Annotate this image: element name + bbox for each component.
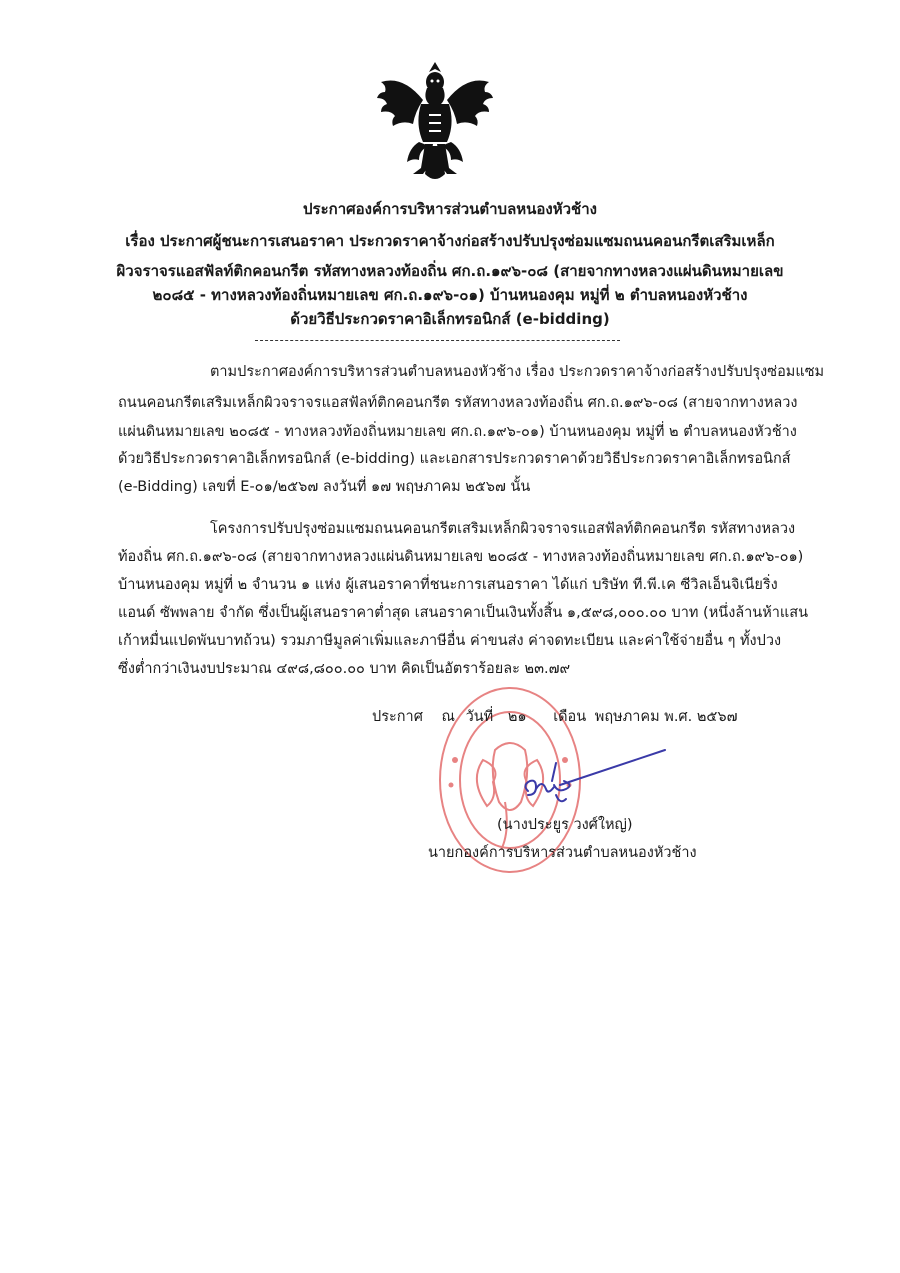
handwritten-signature [500,745,670,815]
paragraph-1-line: ตามประกาศองค์การบริหารส่วนตำบลหนองหัวช้าง เรื่อง ประกวดราคาจ้างก่อสร้างปรับปรุงซ่อมแซม [210,364,825,380]
signatory-position: นายกองค์การบริหารส่วนตำบลหนองหัวช้าง [428,845,697,861]
paragraph-2-line: ท้องถิ่น ศก.ถ.๑๙๖-๐๘ (สายจากทางหลวงแผ่นดินหมายเลข ๒๐๘๕ - ทางหลวงท้องถิ่นหมายเลข ศก.ถ.๑๙๖-๐๑) [118,549,804,565]
subject-line-1: เรื่อง ประกาศผู้ชนะการเสนอราคา ประกวดราคาจ้างก่อสร้างปรับปรุงซ่อมแซมถนนคอนกรีตเสริมเหล็ก [125,232,775,250]
subject-line-2: ผิวจราจรแอสฟัลท์ติกคอนกรีต รหัสทางหลวงท้องถิ่น ศก.ถ.๑๙๖-๐๘ (สายจากทางหลวงแผ่นดินหมายเลข [116,262,784,280]
paragraph-1-line: แผ่นดินหมายเลข ๒๐๘๕ - ทางหลวงท้องถิ่นหมายเลข ศก.ถ.๑๙๖-๐๑) บ้านหนองคุม หมู่ที่ ๒ ตำบลหนองหัวช้าง [118,424,797,440]
paragraph-2-line: บ้านหนองคุม หมู่ที่ ๒ จำนวน ๑ แห่ง ผู้เสนอราคาที่ชนะการเสนอราคา ได้แก่ บริษัท ที.พี.เค ซีวิลเอ็นจิเนียริ่ง [118,577,778,593]
announce-month-label: เดือน [553,709,587,725]
paragraph-1-line: (e-Bidding) เลขที่ E-๐๑/๒๕๖๗ ลงวันที่ ๑๗ พฤษภาคม ๒๕๖๗ นั้น [118,479,531,495]
announce-day: ๒๑ [507,709,527,725]
subject-line-3: ๒๐๘๕ - ทางหลวงท้องถิ่นหมายเลข ศก.ถ.๑๙๖-๐๑) บ้านหนองคุม หมู่ที่ ๒ ตำบลหนองหัวช้าง [152,286,748,304]
announce-day-label: วันที่ [465,709,494,725]
paragraph-1-line: ถนนคอนกรีตเสริมเหล็กผิวจราจรแอสฟัลท์ติกคอนกรีต รหัสทางหลวงท้องถิ่น ศก.ถ.๑๙๖-๐๘ (สายจากทางหลวง [118,395,798,411]
paragraph-2-line: ซึ่งต่ำกว่าเงินงบประมาณ ๔๙๘,๘๐๐.๐๐ บาท คิดเป็นอัตราร้อยละ ๒๓.๗๙ [118,661,571,677]
paragraph-2-line: เก้าหมื่นแปดพันบาทถ้วน) รวมภาษีมูลค่าเพิ่มและภาษีอื่น ค่าขนส่ง ค่าจดทะเบียน และค่าใช้จ่ายอื่น ๆ ทั้งปวง [118,633,782,649]
announcement-title: ประกาศองค์การบริหารส่วนตำบลหนองหัวช้าง [303,200,597,218]
signatory-name: (นางประยูร วงศ์ใหญ่) [497,817,633,833]
dashed-divider [255,340,620,341]
announce-month-year: พฤษภาคม พ.ศ. ๒๕๖๗ [594,709,738,725]
paragraph-1-line: ด้วยวิธีประกวดราคาอิเล็กทรอนิกส์ (e-bidding) และเอกสารประกวดราคาด้วยวิธีประกวดราคาอิเล็กทรอนิกส์ [118,451,791,467]
paragraph-2-line: แอนด์ ซัพพลาย จำกัด ซึ่งเป็นผู้เสนอราคาต่ำสุด เสนอราคาเป็นเงินทั้งสิ้น ๑,๕๙๘,๐๐๐.๐๐ บาท (หนึ่งล้านห้าแสน [118,605,809,621]
garuda-emblem-icon [375,60,495,190]
announce-label: ประกาศ [372,709,423,725]
announce-on: ณ [441,709,455,725]
announce-date-line [372,710,738,725]
subject-line-4: ด้วยวิธีประกวดราคาอิเล็กทรอนิกส์ (e-bidding) [290,310,610,328]
paragraph-2-line: โครงการปรับปรุงซ่อมแซมถนนคอนกรีตเสริมเหล็กผิวจราจรแอสฟัลท์ติกคอนกรีต รหัสทางหลวง [210,521,796,537]
